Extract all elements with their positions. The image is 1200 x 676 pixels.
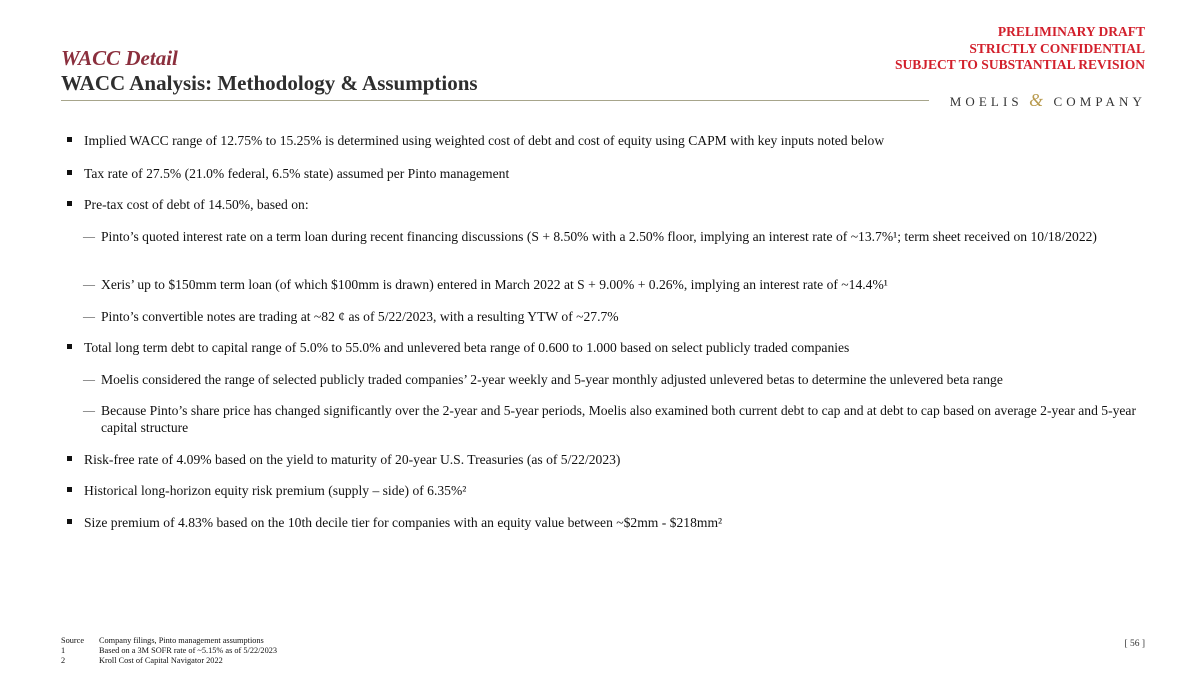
footnotes bbox=[61, 636, 277, 667]
footnote-row bbox=[61, 636, 277, 646]
bullet-item: Risk-free rate of 4.09% based on the yield to maturity of 20-year U.S. Treasuries (as of 5/22/2023) bbox=[84, 451, 1144, 468]
sub-bullet-item: — Pinto’s convertible notes are trading at ~82 ¢ as of 5/22/2023, with a resulting YTW of ~27.7% bbox=[101, 308, 1146, 325]
footnote-key: 1 bbox=[61, 646, 66, 656]
logo-word-moelis: MOELIS bbox=[949, 94, 1023, 109]
bullet-item: Pre-tax cost of debt of 14.50%, based on: bbox=[84, 196, 1144, 213]
sub-bullet-item: — Moelis considered the range of selected publicly traded companies’ 2-year weekly and 5-year monthly adjusted unlevered betas to determine the unlevered beta range bbox=[101, 371, 1146, 388]
logo-ampersand: & bbox=[1029, 90, 1044, 110]
page-number: [ 56 ] bbox=[1124, 639, 1145, 649]
draft-line-2: STRICTLY CONFIDENTIAL bbox=[969, 40, 1145, 56]
section-title: WACC Detail bbox=[61, 46, 178, 70]
sub-bullet-item: — Pinto’s quoted interest rate on a term loan during recent financing discussions (S + 8.50% with a 2.50% floor, implying an interest rate of ~13.7%¹; term sheet received on 10/18/2022) bbox=[101, 228, 1146, 245]
footnote-key: Source bbox=[61, 636, 85, 645]
footnote-key: 2 bbox=[61, 656, 66, 666]
bullet-item: Size premium of 4.83% based on the 10th decile tier for companies with an equity value between ~$2mm - $218mm² bbox=[84, 514, 1144, 531]
footnote-text: Based on a 3M SOFR rate of ~5.15% as of 5/22/2023 bbox=[99, 646, 278, 656]
bullet-item: Total long term debt to capital range of 5.0% to 55.0% and unlevered beta range of 0.600 to 1.000 based on select publicly traded companies bbox=[84, 339, 1144, 356]
bullet-item: Historical long-horizon equity risk premium (supply – side) of 6.35%² bbox=[84, 482, 1144, 499]
bullet-item: Implied WACC range of 12.75% to 15.25% is determined using weighted cost of debt and cost of equity using CAPM with key inputs noted below bbox=[84, 132, 1144, 149]
company-logo bbox=[950, 90, 1146, 111]
footnote-text: Company filings, Pinto management assumptions bbox=[99, 636, 264, 645]
footnote-text: Kroll Cost of Capital Navigator 2022 bbox=[99, 656, 223, 666]
footnote-row bbox=[61, 656, 277, 666]
logo-word-company: COMPANY bbox=[1053, 94, 1146, 109]
draft-line-3: SUBJECT TO SUBSTANTIAL REVISION bbox=[895, 57, 1145, 72]
sub-bullet-item: — Xeris’ up to $150mm term loan (of which $100mm is drawn) entered in March 2022 at S + 9.00% + 0.26%, implying an interest rate of ~14.4%¹ bbox=[101, 276, 1146, 293]
draft-notice bbox=[895, 24, 1145, 74]
draft-line-1: PRELIMINARY DRAFT bbox=[997, 24, 1145, 39]
page-title: WACC Analysis: Methodology & Assumptions bbox=[61, 71, 478, 95]
bullet-item: Tax rate of 27.5% (21.0% federal, 6.5% state) assumed per Pinto management bbox=[84, 165, 1144, 182]
sub-bullet-item: — Because Pinto’s share price has changed significantly over the 2-year and 5-year periods, Moelis also examined both current debt to cap and at debt to cap based on average 2-year and 5-year capital structure bbox=[101, 402, 1146, 436]
footnote-row bbox=[61, 646, 277, 656]
header-divider bbox=[61, 100, 929, 101]
